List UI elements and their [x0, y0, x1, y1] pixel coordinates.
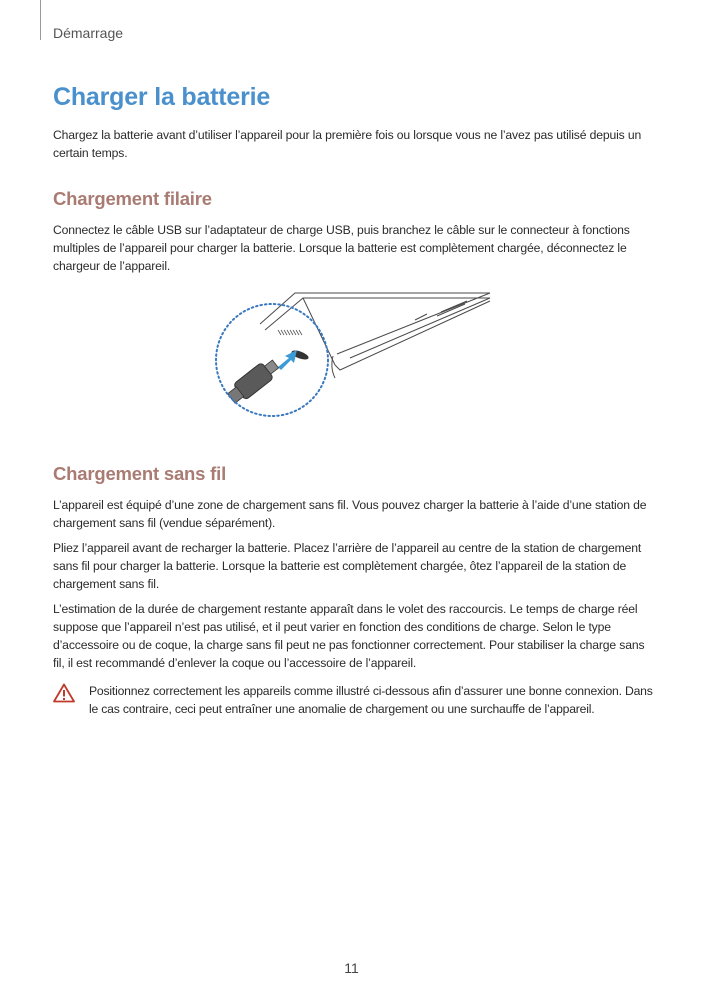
wireless-paragraph-3: L’estimation de la durée de chargement restante apparaît dans le volet des raccourcis. Le temps de charge réel suppose que l’appareil n’est pas utilisé, et il peut varier en fonction des conditions de charge. Selon le type d’accessoire ou de coque, la charge sans fil peut ne pas fonctionner correctement. Pour stabiliser la charge sans fil, il est recommandé d’enlever la coque ou l’accessoire de l’appareil. [53, 602, 645, 670]
section-label: Démarrage [53, 25, 124, 41]
wired-heading: Chargement filaire [53, 188, 212, 209]
usb-charging-illustration [205, 290, 495, 430]
wireless-paragraph-1: L’appareil est équipé d’une zone de chargement sans fil. Vous pouvez charger la batterie à l’aide d’une station de chargement sans fil (vendue séparément). [53, 498, 647, 530]
page-number: 11 [344, 960, 359, 976]
page-title: Charger la batterie [53, 83, 271, 111]
warning-notice [53, 682, 653, 718]
intro-paragraph: Chargez la batterie avant d’utiliser l’appareil pour la première fois ou lorsque vous ne l’avez pas utilisé depuis un certain temps. [53, 128, 642, 160]
header-rule [40, 0, 41, 40]
wired-paragraph: Connectez le câble USB sur l’adaptateur de charge USB, puis branchez le câble sur le connecteur à fonctions multiples de l’appareil pour charger la batterie. Lorsque la batterie est complètement chargée, déconnectez le chargeur de l’appareil. [53, 223, 630, 273]
warning-triangle-icon [53, 683, 75, 703]
warning-text: Positionnez correctement les appareils comme illustré ci-dessous afin d’assurer une bonne connexion. Dans le cas contraire, ceci peut entraîner une anomalie de chargement ou une surchauffe de l’appareil. [89, 684, 653, 716]
wireless-heading: Chargement sans fil [53, 463, 227, 484]
wireless-paragraph-2: Pliez l’appareil avant de recharger la batterie. Placez l’arrière de l’appareil au centre de la station de chargement sans fil pour charger la batterie. Lorsque la batterie est complètement chargée, ôtez l’appareil de la station de chargement sans fil. [53, 541, 642, 591]
